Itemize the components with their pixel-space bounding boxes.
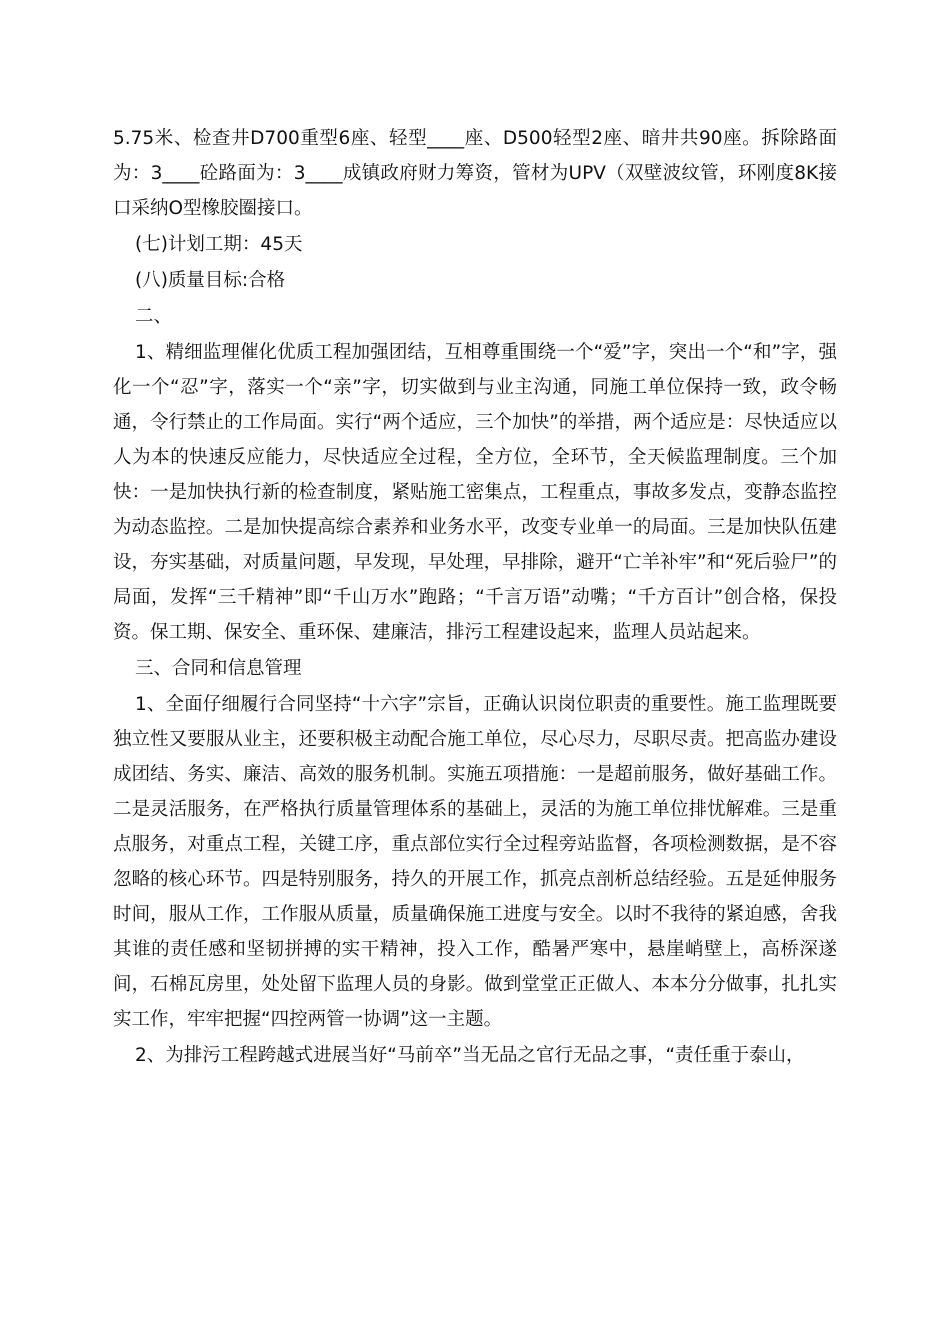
section-heading-three: 三、合同和信息管理 <box>135 658 302 679</box>
paragraph-schedule: (七)计划工期：45天 <box>135 234 303 255</box>
document-page <box>113 121 837 1074</box>
section-heading-two: 二、 <box>135 306 173 327</box>
paragraph-section-two-item-1: 1、精细监理催化优质工程加强团结，互相尊重围绕一个“爱”字，突出一个“和”字，强化一个“忍”字，落实一个“亲”字，切实做到与业主沟通，同施工单位保持一致，政令畅通，令行禁止的工作局面。实行“两个适应，三个加快”的举措，两个适应是：尽快适应以人为本的快速反应能力，尽快适应全过程，全方位，全环节，全天候监理制度。三个加快：一是加快执行新的检查制度，紧贴施工密集点，工程重点，事故多发点，变静态监控为动态监控。二是加快提高综合素养和业务水平，改变专业单一的局面。三是加快队伍建设，夯实基础，对质量问题，早发现，早处理，早排除，避开“亡羊补牢”和“死后验尸”的局面，发挥“三千精神”即“千山万水”跑路；“千言万语”动嘴；“千方百计”创合格，保投资。保工期、保安全、重环保、建廉洁，排污工程建设起来，监理人员站起来。 <box>113 342 837 643</box>
paragraph-quality-target: (八)质量目标:合格 <box>135 270 286 291</box>
paragraph-section-three-item-1: 1、全面仔细履行合同坚持“十六字”宗旨，正确认识岗位职责的重要性。施工监理既要独立性又要服从业主，还要积极主动配合施工单位，尽心尽力，尽职尽责。把高监办建设成团结、务实、廉洁、高效的服务机制。实施五项措施：一是超前服务，做好基础工作。二是灵活服务，在严格执行质量管理体系的基础上，灵活的为施工单位排忧解难。三是重点服务，对重点工程，关键工序，重点部位实行全过程旁站监督，各项检测数据，是不容忽略的核心环节。四是特别服务，持久的开展工作，抓亮点剖析总结经验。五是延伸服务时间，服从工作，工作服从质量，质量确保施工进度与安全。以时不我待的紧迫感，舍我其谁的责任感和坚韧拼搏的实干精神，投入工作，酷暑严寒中，悬崖峭壁上，高桥深遂间，石棉瓦房里，处处留下监理人员的身影。做到堂堂正正做人、本本分分做事，扎扎实实工作，牢牢把握“四控两管一协调”这一主题。 <box>113 694 837 1030</box>
paragraph-project-specs: 5.75米、检查井D700重型6座、轻型____座、D500轻型2座、暗井共90座。拆除路面为：3____砼路面为：3____成镇政府财力筹资，管材为UPV（双壁波纹管，环刚度8K接口采纳O型橡胶圈接口。 <box>113 128 837 219</box>
paragraph-section-three-item-2: 2、为排污工程跨越式进展当好“马前卒”当无品之官行无品之事，“责任重于泰山， <box>135 1045 805 1066</box>
